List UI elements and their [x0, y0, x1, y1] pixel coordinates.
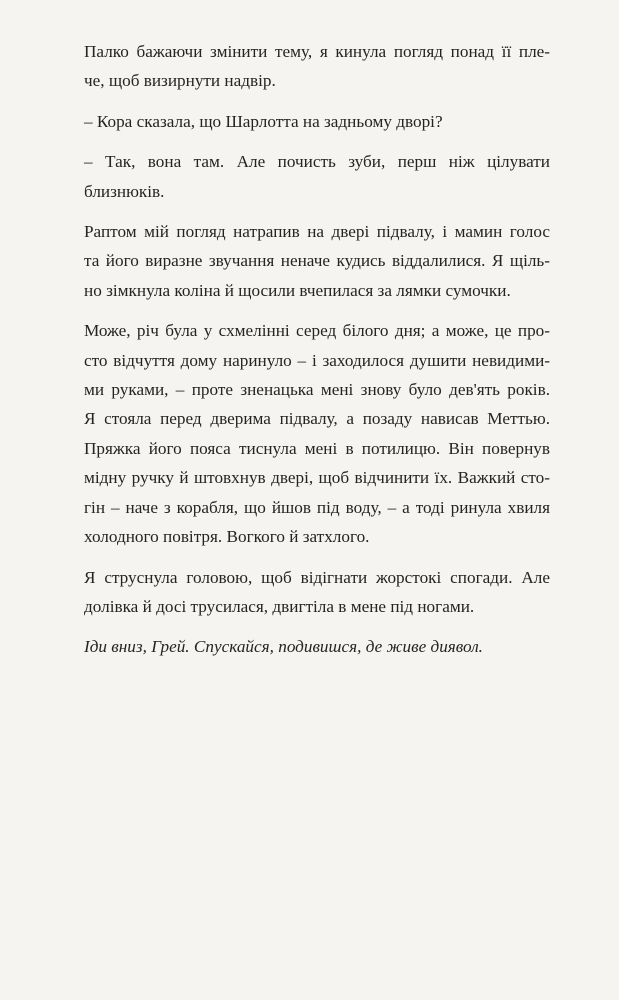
text-line: гін – наче з корабля, що йшов під воду, – а тоді ринула хвиля	[84, 497, 550, 517]
page-text	[62, 37, 550, 673]
paragraph-3	[62, 147, 550, 206]
text-line: но зімкнула коліна й щосили вчепилася за лямки сумочки.	[84, 280, 511, 300]
paragraph-2	[62, 107, 550, 136]
paragraph-7-italic	[62, 632, 550, 661]
text-line: мідну ручку й штовхнув двері, щоб відчинити їх. Важкий сто-	[84, 468, 550, 488]
text-line: близнюків.	[84, 181, 165, 201]
text-line: ми руками, – проте зненацька мені знову було дев'ять років.	[84, 380, 550, 400]
text-line: Раптом мій погляд натрапив на двері підвалу, і мамин голос	[84, 222, 550, 242]
paragraph-4	[62, 217, 550, 305]
paragraph-5	[62, 316, 550, 551]
text-line: сто відчуття дому наринуло – і заходилося душити невидими-	[84, 350, 550, 370]
paragraph-6	[62, 563, 550, 622]
text-line: та його виразне звучання неначе кудись віддалилися. Я щіль-	[84, 251, 550, 271]
text-line: че, щоб визирнути надвір.	[84, 71, 276, 91]
text-line: – Кора сказала, що Шарлотта на задньому дворі?	[84, 111, 443, 131]
text-line: холодного повітря. Вогкого й затхлого.	[84, 527, 370, 547]
text-line: Палко бажаючи змінити тему, я кинула погляд понад її пле-	[84, 42, 550, 61]
text-line: Я стояла перед дверима підвалу, а позаду нависав Меттью.	[84, 409, 550, 429]
paragraph-1	[62, 37, 550, 96]
text-line: Пряжка його пояса тиснула мені в потилицю. Він повернув	[84, 438, 550, 458]
text-line: Я струснула головою, щоб відігнати жорстокі спогади. Але	[84, 567, 550, 587]
text-line: – Так, вона там. Але почисть зуби, перш ніж цілувати	[84, 152, 550, 172]
text-line: Може, річ була у схмелінні серед білого дня; а може, це про-	[84, 321, 550, 341]
text-line: Іди вниз, Грей. Спускайся, подивишся, де живе диявол.	[84, 637, 483, 657]
text-line: долівка й досі трусилася, двигтіла в мене під ногами.	[84, 596, 475, 616]
